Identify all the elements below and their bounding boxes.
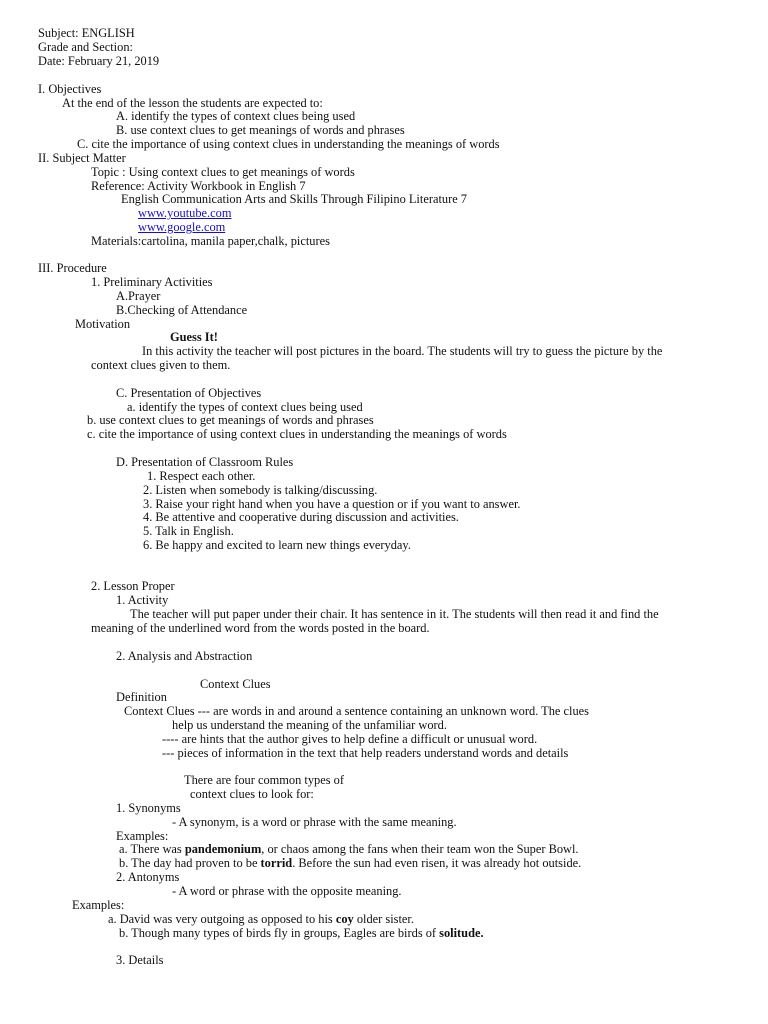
subject-line: Subject: ENGLISH: [38, 26, 135, 40]
reference-line: Reference: Activity Workbook in English 7: [91, 179, 306, 193]
rule-item: 2. Listen when somebody is talking/discussing.: [143, 483, 378, 497]
synonym-example-b: b. The day had proven to be torrid. Before the sun had even risen, it was already hot outside.: [119, 856, 582, 870]
four-types-line-2: context clues to look for:: [190, 787, 314, 801]
antonyms-heading: 2. Antonyms: [116, 870, 180, 884]
definition-label: Definition: [116, 690, 167, 704]
definition-line-3: ---- are hints that the author gives to help define a difficult or unusual word.: [162, 732, 538, 746]
objective-c: C. cite the importance of using context clues in understanding the meanings of words: [77, 137, 500, 151]
objectives-intro: At the end of the lesson the students are expected to:: [62, 96, 323, 110]
date-line: Date: February 21, 2019: [38, 54, 160, 68]
analysis-heading: 2. Analysis and Abstraction: [116, 649, 253, 663]
procedure-heading: III. Procedure: [38, 261, 107, 275]
antonym-example-b: b. Though many types of birds fly in groups, Eagles are birds of solitude.: [119, 926, 484, 940]
synonyms-definition: - A synonym, is a word or phrase with the same meaning.: [172, 815, 457, 829]
objective-a: A. identify the types of context clues being used: [116, 109, 356, 123]
antonym-example-a: a. David was very outgoing as opposed to his coy older sister.: [108, 912, 414, 926]
definition-line-4: --- pieces of information in the text that help readers understand words and details: [162, 746, 569, 760]
reference-line-2: English Communication Arts and Skills Through Filipino Literature 7: [121, 192, 467, 206]
prayer-item: A.Prayer: [116, 289, 161, 303]
guess-it-text-1: In this activity the teacher will post pictures in the board. The students will try to guess the picture by the: [142, 344, 663, 358]
activity-text-2: meaning of the underlined word from the words posted in the board.: [91, 621, 430, 635]
lesson-proper-heading: 2. Lesson Proper: [91, 579, 175, 593]
examples-label-2: Examples:: [72, 898, 125, 912]
four-types-line-1: There are four common types of: [184, 773, 344, 787]
presentation-objectives-heading: C. Presentation of Objectives: [116, 386, 262, 400]
motivation-label: Motivation: [75, 317, 131, 331]
rule-item: 5. Talk in English.: [143, 524, 234, 538]
google-link[interactable]: www.google.com: [138, 220, 226, 234]
context-clues-title: Context Clues: [200, 677, 271, 691]
objectives-heading: I. Objectives: [38, 82, 102, 96]
rule-item: 4. Be attentive and cooperative during discussion and activities.: [143, 510, 459, 524]
classroom-rules-heading: D. Presentation of Classroom Rules: [116, 455, 294, 469]
examples-label: Examples:: [116, 829, 169, 843]
topic-line: Topic : Using context clues to get meanings of words: [91, 165, 355, 179]
subject-matter-heading: II. Subject Matter: [38, 151, 126, 165]
attendance-item: B.Checking of Attendance: [116, 303, 248, 317]
rule-item: 6. Be happy and excited to learn new things everyday.: [143, 538, 411, 552]
activity-heading: 1. Activity: [116, 593, 169, 607]
preliminary-activities: 1. Preliminary Activities: [91, 275, 213, 289]
activity-text-1: The teacher will put paper under their chair. It has sentence in it. The students will then read it and find the: [130, 607, 659, 621]
rule-item: 3. Raise your right hand when you have a question or if you want to answer.: [143, 497, 521, 511]
synonyms-heading: 1. Synonyms: [116, 801, 181, 815]
objective-b: B. use context clues to get meanings of words and phrases: [116, 123, 405, 137]
presentation-objective-b: b. use context clues to get meanings of words and phrases: [87, 413, 374, 427]
youtube-link[interactable]: www.youtube.com: [138, 206, 232, 220]
guess-it-text-2: context clues given to them.: [91, 358, 231, 372]
definition-line-1: Context Clues --- are words in and around a sentence containing an unknown word. The clues: [124, 704, 589, 718]
grade-section-line: Grade and Section:: [38, 40, 133, 54]
synonym-example-a: a. There was pandemonium, or chaos among the fans when their team won the Super Bowl.: [119, 842, 579, 856]
presentation-objective-c: c. cite the importance of using context clues in understanding the meanings of words: [87, 427, 507, 441]
antonyms-definition: - A word or phrase with the opposite meaning.: [172, 884, 402, 898]
guess-it-title: Guess It!: [170, 330, 218, 344]
details-heading: 3. Details: [116, 953, 164, 967]
presentation-objective-a: a. identify the types of context clues being used: [127, 400, 363, 414]
rule-item: 1. Respect each other.: [147, 469, 256, 483]
definition-line-2: help us understand the meaning of the unfamiliar word.: [172, 718, 447, 732]
materials-line: Materials:cartolina, manila paper,chalk, pictures: [91, 234, 330, 248]
